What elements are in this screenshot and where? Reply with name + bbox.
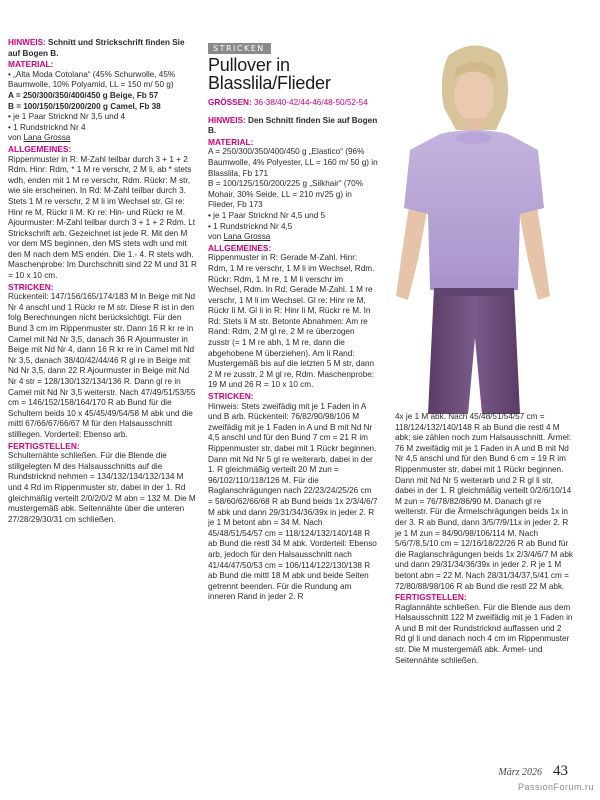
title-line: Pullover in [208,55,290,75]
material-line: • „Alta Moda Cotolana“ (45% Schurwolle, 45% Baumwolle, 10% Polyamid, LL = 150 m/ 50 g) [8,69,176,90]
material-line: A = 250/300/350/400/450 g Beige, Fb 57 [8,90,159,100]
hinweis-label: HINWEIS: [208,115,246,125]
brand-line: von Lana Grossa [8,133,71,143]
material-line: • je 1 Paar Stricknd Nr 3,5 und 4 [8,112,126,122]
hinweis-text: Den Schnitt finden Sie auf Bogen B. [208,115,378,136]
watermark: PassionForum.ru [517,782,594,792]
article-title [208,56,388,92]
hinweis-paragraph [8,38,198,59]
groessen-paragraph [208,98,378,109]
material-line: B = 100/125/150/200/225 g „Silkhair“ (70% Mohair, 30% Seide, LL = 210 m/25 g) in Flieder, Fb 173 [208,179,363,210]
aermel-text: 4x je 1 M abk. Nach 45/48/51/54/57 cm = 118/124/132/140/148 R ab Bund die restl 4 M abk; sie zählen noch zum Halsausschnitt. Ärmel: 76 M zweifädig mit je 1 Faden in A und B mit Nd Nr 4,5 anschl und für den Bund 6 cm = 19 R im Rippenmuster str, dabei mit 1 Rückr beginnen. Dann mit Nd Nr 5 weiterarb und 2 R gl li str, dabei in der 1. R gleichmäßig verteilt 0/2/6/10/14 M zun = 76/78/82/86/90 M. Danach gl re weiterstr. Für die Ärmelschrägungen beids 1x in der 3. R ab Bund, dann 3/5/7/9/11x in jeder 2. R je 1 M zun = 84/90/98/106/114 M. Nach 5/6/7/8,5/10 cm = 12/16/18/22/26 R ab Bund für die Raglanschrägungen beids 1x 2/3/4/6/7 M abk und dann 29/31/34/36/39x in jeder 2. R je 1 M betont abn = 22 M. Nach 28/31/34/37,5/41 cm = 72/80/88/98/106 R ab Bund die restl 22 M abk. [395,412,573,591]
fertigstellen-text: Schulternähte schließen. Für die Blende die stillgelegten M des Halsausschnitts auf die Rundstricknd nehmen = 134/132/134/132/134 M und 4 Rd im Rippenmuster str, dabei in der 1. Rd gleichmäßig verteilt 2/0/2/0/2 M abn = 132 M. Die M mustergemäß abk. Seitennähte über die unteren 27/28/29/30/31 cm schließen. [8,451,196,524]
model-photo-icon [378,38,568,414]
section-kicker: STRICKEN [208,43,271,54]
issue-date: März 2026 [498,767,542,778]
fertigstellen-heading: FERTIGSTELLEN: [395,592,467,603]
model-photo [378,38,568,414]
allgemeines-text: Rippenmuster in R: Gerade M-Zahl. Hinr: Rdm, 1 M re verschr, 1 M li im Wechsel, Rdm. Rückr: Rdm, 1 M re, 1 M li verschr im Wechsel, Rdm. In Rd: Gerade M-Zahl. 1 M re verschr, 1 M li im Wechsel. Gl re: Hinr re M, Rückr li M. Gl li in R: Hinr li M, Rückr re M. In Rd: Stets li M str. Betonte Abnahmen: Am re Rand: Rdm, 2 M gl re, 2 M re überzogen zusstr (= 1 M re abh, 1 M re, dann die abgehobene M überziehen). Am li Rand: Mustergemäß bis auf die letzten 5 M str, dann 2 M re zusstr, 2 M gl re, Rdm. Maschenprobe: 19 M und 26 R = 10 x 10 cm. [208,253,375,390]
column-right [395,412,573,666]
page-number: 43 [553,763,568,779]
material-line: B = 100/150/150/200/200 g Camel, Fb 38 [8,101,161,111]
hinweis-text: Schnitt und Strickschrift finden Sie auf Bogen B. [8,38,185,58]
material-line: • 1 Rundstricknd Nr 4,5 [208,221,293,231]
brand-link[interactable]: Lana Grossa [23,133,71,143]
hinweis-paragraph [208,116,378,137]
fertigstellen-text: Raglannähte schließen. Für die Blende aus dem Halsausschnitt 122 M zweifädig mit je 1 Faden in A und B mit der Rundstricknd auffassen und 2 Rd gl li und danach noch 4 cm im Rippenmuster str. Die M mustergemäß abk. Ärmel- und Seitennähte schließen. [395,602,573,665]
title-line: Blasslila/Flieder [208,73,331,93]
material-line: • 1 Rundstricknd Nr 4 [8,122,86,132]
stricken-text: Rückenteil: 147/156/165/174/183 M in Beige mit Nd Nr 4 anschl und 1 Rückr re M str. Diese R ist in den folg Berechnungen nicht berücksichtigt. Für den Bund 3 cm im Rippenmuster str. Dann 16 R kr re in Camel mit Nd Nr 3,5, danach 36 R Ajourmuster in Beige mit Nd Nr 4, dann 16 R kr re in Camel mit Nd Nr 3,5, danach 38/40/42/44/46 R gl re in Beige mit Nd Nr 3,5, dann 22 R Ajourmuster in Beige mit Nd Nr 4 str = 128/130/132/134/136 R. Dann gl re in Camel mit Nd Nr 3,5 weiterstr. Nach 47/49/51/53/55 cm = 146/152/158/164/170 R ab Bund für die Schultern beids 10 x 45/45/49/54/58 M abk und die mittl 67/66/67/66/67 M für den Halsausschnitt stilllegen. Vorderteil: Ebenso arb. [8,292,196,439]
hinweis-label: HINWEIS: [8,38,46,47]
allgemeines-heading: ALLGEMEINES: [8,143,72,154]
column-left [8,38,198,525]
stricken-text: Hinweis: Stets zweifädig mit je 1 Faden in A und B arb. Rückenteil: 76/82/90/98/106 M zweifädig mit je 1 Faden in A und B mit Nd Nr 4,5 anschl und für den Bund 7 cm = 21 R im Rippenmuster str, dabei mit 1 Rückr beginnen. Dann mit Nd Nr 5 gl re weiterarb, dabei in der 1. R gleichmäßig verteilt 20 M zun = 96/102/110/118/126 M. Für die Raglanschrägungen nach 22/23/24/25/26 cm = 58/60/62/66/68 R ab Bund beids 1x 2/3/4/6/7 M abk und dann 29/31/34/36/39x in jeder 2. R je 1 M betont abn = 34 M. Nach 45/48/51/54/57 cm = 118/124/132/140/148 R ab Bund die restl 34 M abk. Vorderteil: Ebenso arb, jedoch für den Halsausschnitt nach 41/44/47/50/53 cm = 106/114/122/130/138 R ab Bund die mittl 18 M abk und beide Seiten getrennt beenden. Für die Rundung am inneren Rand in jeder 2. R [208,401,378,602]
stricken-heading: STRICKEN: [208,391,254,402]
groessen-label: GRÖSSEN: [208,98,252,107]
groessen-value: 36-38/40-42/44-46/48-50/52-54 [251,98,368,107]
material-line: A = 250/300/350/400/450 g „Elastico“ (96% Baumwolle, 4% Polyester, LL = 160 m/ 50 g) in Blasslila, Fb 171 [208,147,378,178]
allgemeines-text: Rippenmuster in R: M-Zahl teilbar durch 3 + 1 + 2 Rdm. Hinr: Rdm, * 1 M re verschr, 2 M li, ab * stets wdh, enden mit 1 M re verschr, Rdm. Rückr: M str, wie sie erscheinen. In Rd: M-Zahl teilbar durch 3. Stets 1 M re verschr, 2 M li im Wechsel str. Gl re: Hinr re M, Rückr li M. Kr re: Hin- und Rückr re M. Ajourmuster: M-Zahl teilbar durch 3 + 1 + 2 Rdm. Lt Strickschrift arb. Gezeichnet ist jede R. Mit den M vor dem MS beginnen, den MS stets wdh und mit den M nach dem MS enden. Die 1.- 4. R stets wdh. Maschenprobe: Im Durchschnitt sind 22 M und 31 R = 10 x 10 cm. [8,154,197,281]
brand-link[interactable]: Lana Grossa [223,232,271,242]
column-middle [208,98,378,603]
allgemeines-heading: ALLGEMEINES: [208,242,272,253]
stricken-heading: STRICKEN: [8,281,54,292]
fertigstellen-heading: FERTIGSTELLEN: [8,440,80,451]
brand-line: von Lana Grossa [208,232,271,242]
material-heading: MATERIAL: [208,136,254,147]
material-heading: MATERIAL: [8,59,54,70]
material-line: • je 1 Paar Stricknd Nr 4,5 und 5 [208,210,326,220]
